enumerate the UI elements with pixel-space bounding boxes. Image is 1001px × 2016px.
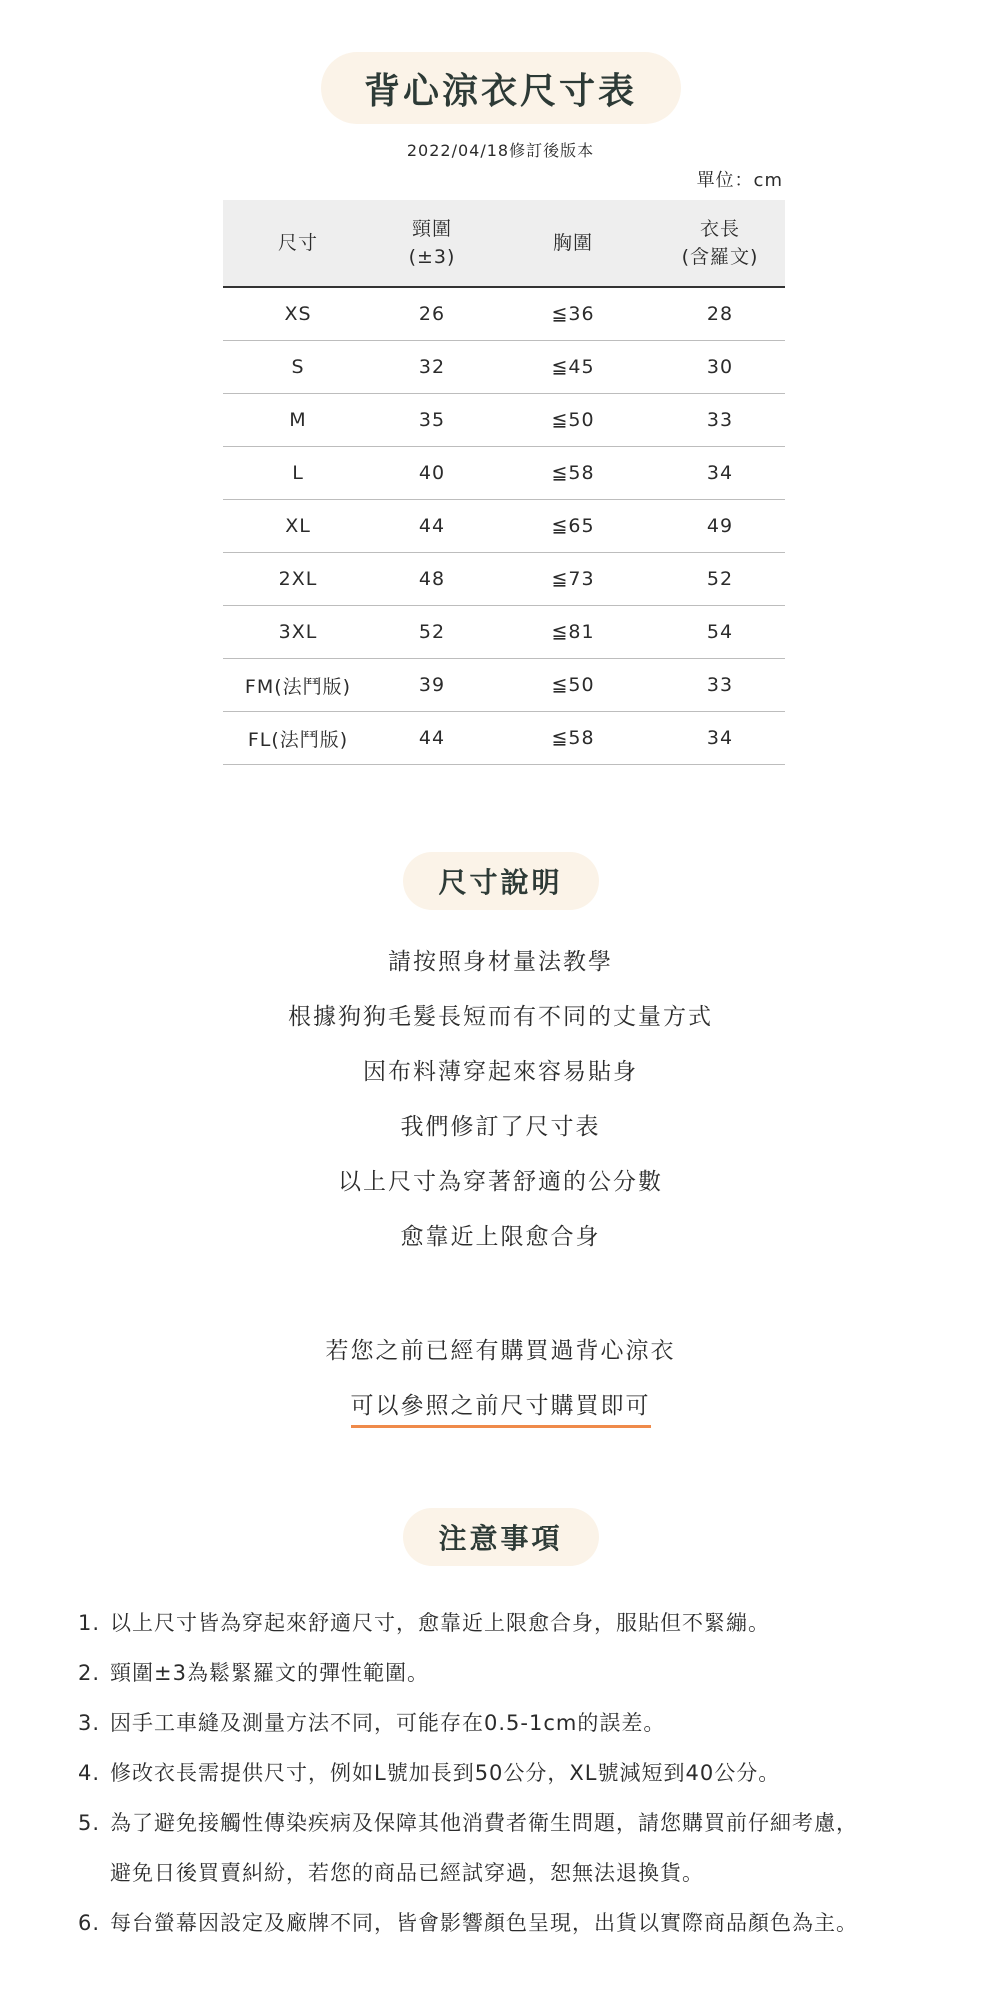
table-cell: 33 xyxy=(655,394,785,447)
note-item xyxy=(78,1598,938,1648)
revision-date: 2022/04/18修訂後版本 xyxy=(406,141,595,160)
table-cell: FL(法鬥版) xyxy=(223,712,373,765)
note-number: 4. xyxy=(78,1761,101,1785)
unit-label: 單位：cm xyxy=(696,170,783,191)
table-cell: ≦81 xyxy=(491,606,655,659)
highlight-line xyxy=(0,1387,1001,1420)
note-number: 1. xyxy=(78,1611,101,1635)
header-neck-note: (±3) xyxy=(408,246,456,268)
table-cell: 30 xyxy=(655,341,785,394)
table-cell: 48 xyxy=(373,553,491,606)
note-text: 為了避免接觸性傳染疾病及保障其他消費者衛生問題，請您購買前仔細考慮， xyxy=(110,1811,858,1835)
explanation-line: 根據狗狗毛髮長短而有不同的丈量方式 xyxy=(288,1004,713,1030)
note-item xyxy=(78,1748,938,1798)
size-table xyxy=(223,200,785,765)
table-cell: 49 xyxy=(655,500,785,553)
table-cell: ≦45 xyxy=(491,341,655,394)
explanation-line: 以上尺寸為穿著舒適的公分數 xyxy=(338,1169,663,1195)
table-cell: 35 xyxy=(373,394,491,447)
header-size-label: 尺寸 xyxy=(277,232,318,254)
table-cell: 32 xyxy=(373,341,491,394)
table-row xyxy=(223,341,785,394)
note-number: 5. xyxy=(78,1811,101,1835)
explanation-line: 愈靠近上限愈合身 xyxy=(400,1224,601,1250)
note-number xyxy=(78,1848,110,1898)
table-cell: 28 xyxy=(655,287,785,341)
note-item xyxy=(78,1698,938,1748)
table-cell: 52 xyxy=(373,606,491,659)
table-row xyxy=(223,659,785,712)
table-row xyxy=(223,394,785,447)
table-cell: 33 xyxy=(655,659,785,712)
note-item xyxy=(78,1898,938,1948)
table-cell: ≦58 xyxy=(491,712,655,765)
note-text: 修改衣長需提供尺寸，例如L號加長到50公分，XL號減短到40公分。 xyxy=(110,1761,781,1785)
table-cell: XL xyxy=(223,500,373,553)
table-body xyxy=(223,287,785,765)
table-row xyxy=(223,712,785,765)
header-neck xyxy=(373,200,491,287)
notes-title: 注意事項 xyxy=(403,1508,599,1566)
note-item xyxy=(78,1798,938,1848)
table-row xyxy=(223,553,785,606)
explanation-line: 請按照身材量法教學 xyxy=(388,949,613,975)
note-text: 以上尺寸皆為穿起來舒適尺寸，愈靠近上限愈合身，服貼但不緊繃。 xyxy=(110,1611,770,1635)
table-cell: 40 xyxy=(373,447,491,500)
note-item xyxy=(78,1648,938,1698)
note-number: 2. xyxy=(78,1661,101,1685)
table-cell: FM(法鬥版) xyxy=(223,659,373,712)
size-explanation-title: 尺寸說明 xyxy=(403,852,599,910)
table-cell: 44 xyxy=(373,712,491,765)
explanation-line: 若您之前已經有購買過背心涼衣 xyxy=(325,1338,676,1364)
table-cell: 39 xyxy=(373,659,491,712)
table-row xyxy=(223,447,785,500)
header-length xyxy=(655,200,785,287)
table-cell: XS xyxy=(223,287,373,341)
table-cell: 26 xyxy=(373,287,491,341)
notes-list xyxy=(78,1598,938,1948)
table-header-row xyxy=(223,200,785,287)
table-cell: ≦65 xyxy=(491,500,655,553)
table-row xyxy=(223,287,785,341)
table-cell: ≦73 xyxy=(491,553,655,606)
note-text: 每台螢幕因設定及廠牌不同，皆會影響顏色呈現，出貨以實際商品顏色為主。 xyxy=(110,1911,858,1935)
page-title: 背心涼衣尺寸表 xyxy=(321,52,681,124)
table-cell: M xyxy=(223,394,373,447)
note-item xyxy=(78,1848,938,1898)
table-cell: ≦50 xyxy=(491,659,655,712)
table-cell: 44 xyxy=(373,500,491,553)
table-cell: ≦58 xyxy=(491,447,655,500)
note-text: 避免日後買賣糾紛，若您的商品已經試穿過，恕無法退換貨。 xyxy=(110,1861,704,1885)
note-text: 頸圍±3為鬆緊羅文的彈性範圍。 xyxy=(110,1661,429,1685)
table-cell: ≦36 xyxy=(491,287,655,341)
table-cell: 54 xyxy=(655,606,785,659)
header-chest xyxy=(491,200,655,287)
table-cell: 2XL xyxy=(223,553,373,606)
table-cell: 52 xyxy=(655,553,785,606)
header-size xyxy=(223,200,373,287)
note-number: 6. xyxy=(78,1911,101,1935)
table-row xyxy=(223,500,785,553)
table-row xyxy=(223,606,785,659)
note-text: 因手工車縫及測量方法不同，可能存在0.5-1cm的誤差。 xyxy=(110,1711,666,1735)
explanation-line: 因布料薄穿起來容易貼身 xyxy=(363,1059,638,1085)
table-cell: 34 xyxy=(655,447,785,500)
table-cell: 3XL xyxy=(223,606,373,659)
header-neck-label: 頸圍 xyxy=(411,218,452,240)
table-cell: L xyxy=(223,447,373,500)
explanation-line: 我們修訂了尺寸表 xyxy=(400,1114,601,1140)
table-cell: S xyxy=(223,341,373,394)
table-cell: ≦50 xyxy=(491,394,655,447)
highlight-text: 可以參照之前尺寸購買即可 xyxy=(351,1393,651,1428)
table-cell: 34 xyxy=(655,712,785,765)
header-length-note: (含羅文) xyxy=(681,246,759,268)
header-chest-label: 胸圍 xyxy=(552,232,593,254)
note-number: 3. xyxy=(78,1711,101,1735)
header-length-label: 衣長 xyxy=(699,218,740,240)
